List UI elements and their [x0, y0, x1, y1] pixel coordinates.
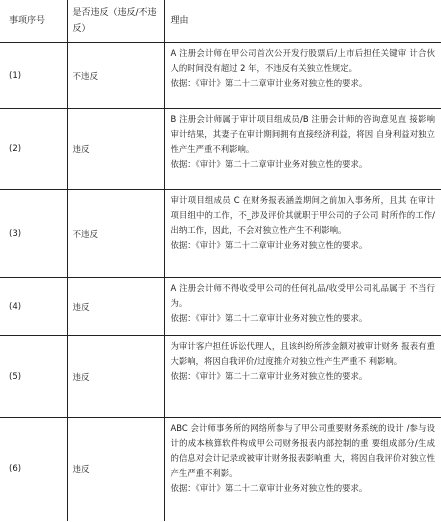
table-row [0, 418, 441, 521]
verdict: 违反 [67, 336, 164, 418]
table-row [0, 43, 441, 109]
verdict: 不违反 [67, 43, 164, 109]
item-no: (4) [0, 278, 67, 336]
reason-basis: 依据：《审计》第二十二章审计业务对独立性的要求。 [170, 159, 368, 169]
reason-cell [164, 190, 441, 278]
table-row [0, 336, 441, 418]
verdict: 违反 [67, 418, 164, 521]
header-reason: 理由 [164, 0, 441, 43]
reason-text: B 注册会计师属于审计项目组成员/B 注册会计师的咨询意见直 接影响审计结果，其妻子在审计期间拥有直接经济利益，将因 自身利益对独立性产生严重不利影响。 [170, 114, 435, 154]
table-row [0, 109, 441, 190]
item-no: (5) [0, 336, 67, 418]
reason-cell [164, 336, 441, 418]
reason-text: ABC 会计师事务所的网络所参与了甲公司重要财务系统的设计 /参与设计的成本核算软件构成甲公司财务报表内部控制的重 要组成部分/生成的信息对会计记录或被审计财务报表影响重 大，将因自我评价对独立性产生严重不利影。 [170, 423, 435, 478]
item-no: (3) [0, 190, 67, 278]
verdict: 违反 [67, 109, 164, 190]
item-no: (1) [0, 43, 67, 109]
table-header-row [0, 0, 441, 43]
reason-text: 审计项目组成员 C 在财务报表涵盖期间之前加入事务所，且其 在审计项目组中的工作，不_涉及评价其就职于甲公司的子公司 时所作的工作/出纳工作，因此，不会对独立性产生不利影响。 [170, 195, 435, 235]
table-row [0, 278, 441, 336]
reason-cell [164, 43, 441, 109]
verdict: 违反 [67, 278, 164, 336]
reason-basis: 依据：《审计》第二十二章审计业务对独立性的要求。 [170, 78, 368, 88]
reason-text: 为审计客户担任诉讼代理人，且该纠纷所涉金额对被审计财务 报表有重大影响，将因自我评价/过度推介对独立性产生严重不 利影响。 [170, 341, 435, 366]
reason-text: A 注册会计师在甲公司首次公开发行股票后/上市后担任关键审 计合伙人的时间没有超过 2 年，不违反有关独立性规定。 [170, 48, 435, 73]
reason-basis: 依据：《审计》第二十二章审计业务对独立性的要求。 [170, 240, 368, 250]
reason-cell [164, 278, 441, 336]
header-item-no: 事项序号 [0, 0, 67, 43]
item-no: (6) [0, 418, 67, 521]
table-row [0, 190, 441, 278]
reason-text: A 注册会计师不得收受甲公司的任何礼品/收受甲公司礼品属于 不当行为。 [170, 283, 435, 308]
reason-basis: 依据：《审计》第二十二章审计业务对独立性的要求。 [170, 483, 368, 493]
reason-basis: 依据：《审计》第二十二章审计业务对独立性的要求。 [170, 371, 368, 381]
item-no: (2) [0, 109, 67, 190]
reason-basis: 依据：《审计》第二十二章审计业务对独立性的要求。 [170, 313, 368, 323]
reason-cell [164, 418, 441, 521]
reason-cell [164, 109, 441, 190]
header-violation: 是否违反（违反/不违反） [67, 0, 164, 43]
verdict: 不违反 [67, 190, 164, 278]
